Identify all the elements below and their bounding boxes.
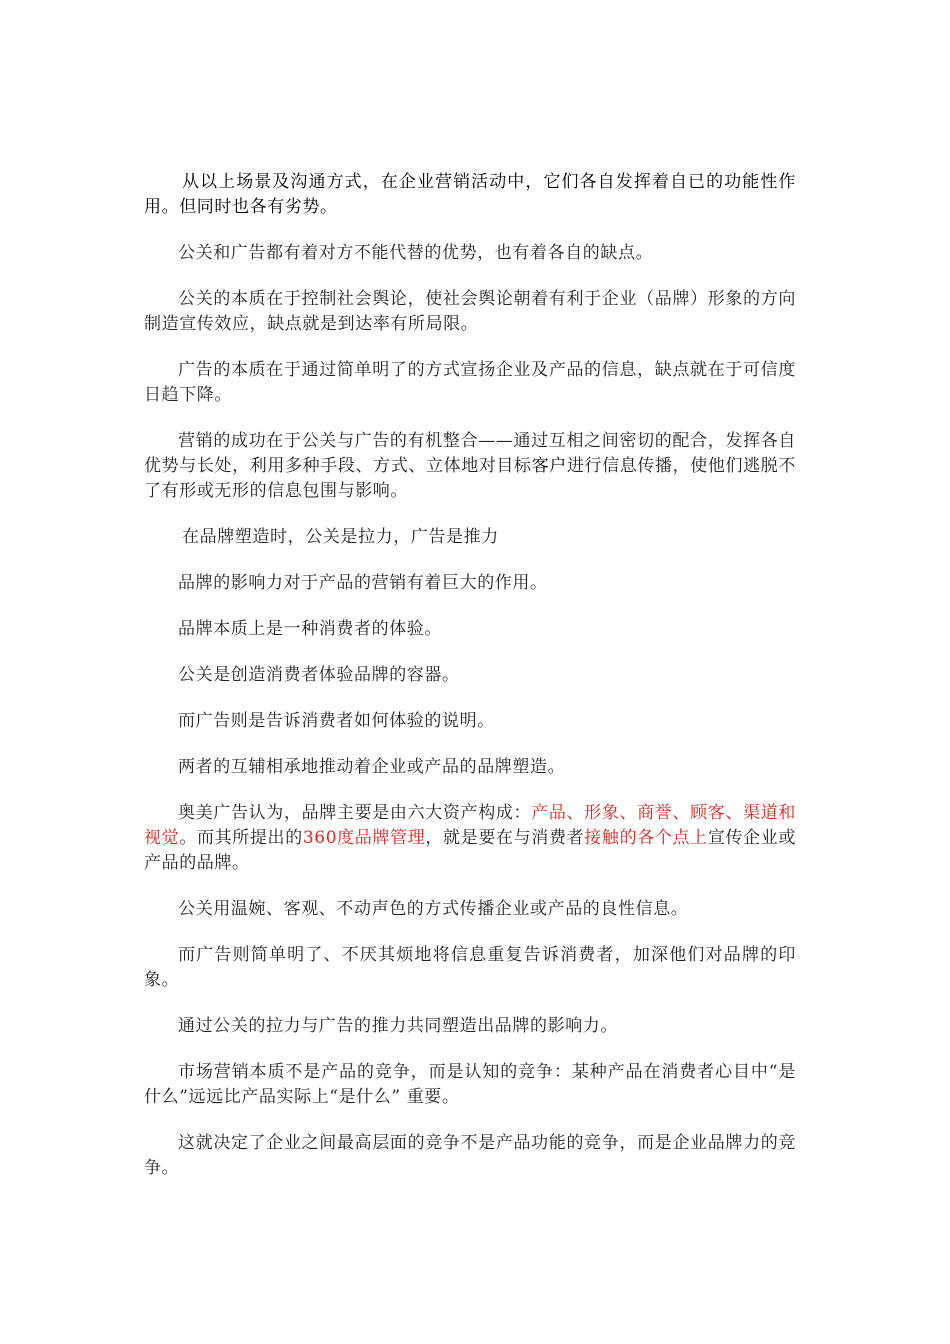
paragraph-12-text-c: 。而其所提出的: [179, 828, 303, 848]
paragraph-12-six-assets: 产品、形象、商誉、顾客、渠道和视觉: [144, 803, 797, 848]
document-page: [144, 170, 796, 1202]
paragraph-5: [144, 429, 796, 504]
paragraph-15: 通过公关的拉力与广告的推力共同塑造出品牌的影响力。: [178, 1016, 618, 1036]
paragraph-12-text-g: 宣传企业或产品的品牌。: [144, 828, 797, 873]
paragraph-1-text-a: 从以上场景及沟通方式，在企业: [182, 172, 436, 192]
paragraph-1-text-b: 营销活动中，它们各自发挥着自已的功能性作用。但同时也各有劣势。: [144, 172, 796, 217]
paragraph-10: 而广告则是告诉消费者如何体验的说明。: [178, 711, 495, 731]
paragraph-12-text-a: 奥美广告认为，品牌主要是由六大资产构成：: [178, 803, 532, 823]
paragraph-7: 品牌的影响力对于产品的营销有着巨大的作用。: [178, 573, 548, 593]
paragraph-13: 公关用温婉、客观、不动声色的方式传播企业或产品的良性信息。: [178, 899, 689, 919]
paragraph-1: [144, 170, 796, 220]
paragraph-12: [144, 801, 796, 876]
paragraph-2: 公关和广告都有着对方不能代替的优势，也有着各自的缺点。: [178, 243, 654, 263]
paragraph-12-text-e: ，就是要在与消费者: [425, 828, 585, 848]
paragraph-12-touch-points: 接触的各个点上: [584, 828, 708, 848]
paragraph-12-360-brand-management: 360度品牌管理: [302, 828, 426, 848]
paragraph-5-text-a: 营销的成功在于公关与广告的有机整合——通过互相之间密切的配合，发挥各自优势与长处，利用多种手段、方式、立体地对目标: [144, 431, 796, 476]
paragraph-11: 两者的互辅相承地推动着企业或产品的品牌塑造。: [178, 757, 566, 777]
paragraph-16: 市场营销本质不是产品的竞争，而是认知的竞争：某种产品在消费者心目中“是什么”远远比产品实际上“是什么” 重要。: [144, 1062, 796, 1107]
paragraph-9: 公关是创造消费者体验品牌的容器。: [178, 665, 460, 685]
paragraph-8: 品牌本质上是一种消费者的体验。: [178, 619, 442, 639]
paragraph-4: 广告的本质在于通过简单明了的方式宣扬企业及产品的信息，缺点就在于可信度日趋下降。: [144, 360, 796, 405]
paragraph-14: 而广告则简单明了、不厌其烦地将信息重复告诉消费者，加深他们对品牌的印象。: [144, 945, 796, 990]
paragraph-17: 这就决定了企业之间最高层面的竞争不是产品功能的竞争，而是企业品牌力的竞争。: [144, 1133, 796, 1178]
paragraph-5-text-c: 进行信息传播，使他们逃脱不了有形或无形的信息包围与影响。: [144, 456, 796, 501]
paragraph-6: 在品牌塑造时，公关是拉力，广告是推力: [182, 527, 499, 547]
paragraph-3: 公关的本质在于控制社会舆论，使社会舆论朝着有利于企业（品牌）形象的方向制造宣传效应，缺点就是到达率有所局限。: [144, 289, 796, 334]
paragraph-5-customer-term: 客户: [531, 456, 567, 476]
